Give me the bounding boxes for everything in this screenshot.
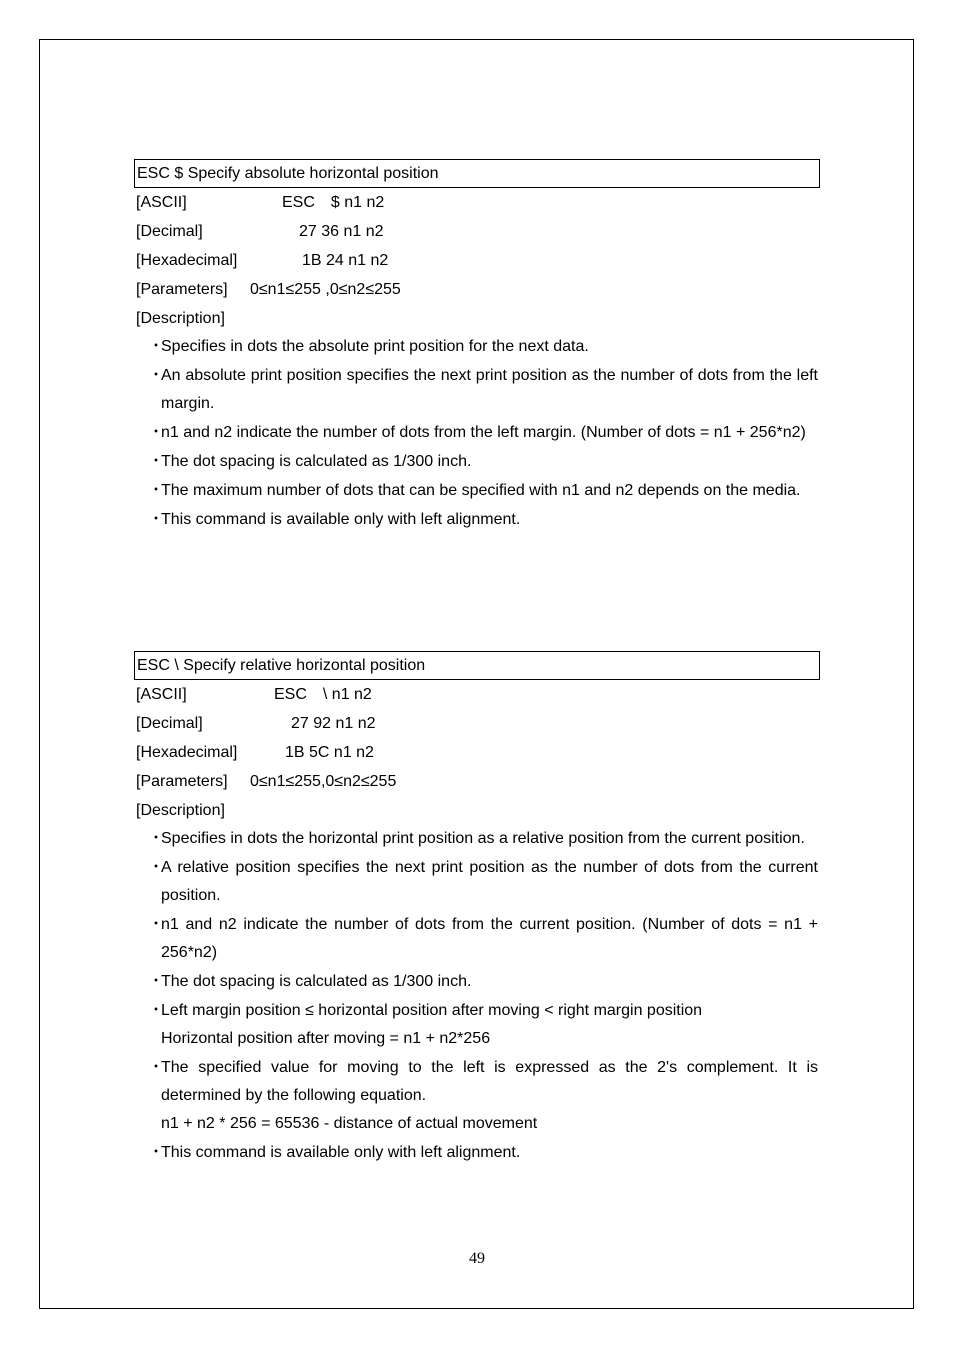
list-item: ・ An absolute print position specifies the next print position as the number of dots from the left margin.: [134, 362, 820, 418]
ascii-value: ESC \ n1 n2: [274, 686, 372, 703]
description-label: [Description]: [136, 310, 225, 327]
description-list: [134, 825, 820, 1167]
bullet-mark: ・: [148, 1144, 165, 1161]
command-section-esc-backslash: [134, 651, 820, 1168]
description-row: [134, 304, 820, 333]
bullet-mark: ・: [148, 424, 165, 441]
description-row: [134, 796, 820, 825]
ascii-label: [ASCII]: [136, 194, 187, 211]
list-item: ・ n1 and n2 indicate the number of dots from the left margin. (Number of dots = n1 + 256*n2): [134, 419, 820, 447]
bullet-mark: ・: [148, 973, 165, 990]
hex-value: 1B 24 n1 n2: [302, 252, 389, 269]
decimal-value: 27 36 n1 n2: [299, 223, 384, 240]
description-list: [134, 333, 820, 534]
bullet-mark: ・: [148, 859, 165, 876]
hex-label: [Hexadecimal]: [136, 252, 238, 269]
ascii-row: [134, 680, 820, 709]
formula-line: n1 + n2 * 256 = 65536 - distance of actual movement: [161, 1115, 538, 1132]
list-item: ・ The dot spacing is calculated as 1/300 inch.: [134, 968, 820, 996]
parameters-row: [134, 275, 820, 304]
bullet-mark: ・: [148, 511, 165, 528]
command-section-esc-dollar: [134, 159, 820, 535]
hex-label: [Hexadecimal]: [136, 744, 238, 761]
hex-value: 1B 5C n1 n2: [285, 744, 374, 761]
parameters-label: [Parameters]: [136, 281, 228, 298]
decimal-value: 27 92 n1 n2: [291, 715, 376, 732]
bullet-mark: ・: [148, 482, 165, 499]
hex-row: [134, 246, 820, 275]
decimal-row: [134, 709, 820, 738]
bullet-mark: ・: [148, 830, 165, 847]
description-label: [Description]: [136, 802, 225, 819]
list-item: ・ A relative position specifies the next print position as the number of dots from the current position.: [134, 854, 820, 910]
bullet-mark: ・: [148, 453, 165, 470]
decimal-row: [134, 217, 820, 246]
ascii-row: [134, 188, 820, 217]
hex-row: [134, 738, 820, 767]
parameters-value: 0≤n1≤255 ,0≤n2≤255: [250, 281, 401, 298]
bullet-mark: ・: [148, 338, 165, 355]
bullet-mark: ・: [148, 916, 165, 933]
list-item: ・ The dot spacing is calculated as 1/300 inch.: [134, 448, 820, 476]
parameters-value: 0≤n1≤255,0≤n2≤255: [250, 773, 397, 790]
decimal-label: [Decimal]: [136, 223, 203, 240]
list-item: ・ The specified value for moving to the left is expressed as the 2's complement. It is determined by the following equation. n1 + n2 * 256 = 65536 - distance of actual movement: [134, 1054, 820, 1138]
bullet-mark: ・: [148, 367, 165, 384]
list-item: ・ Left margin position ≤ horizontal position after moving < right margin position Horizontal position after moving = n1 + n2*256: [134, 997, 820, 1053]
command-title: ESC \ Specify relative horizontal position: [134, 651, 820, 680]
list-item: ・ This command is available only with left alignment.: [134, 1139, 820, 1167]
parameters-label: [Parameters]: [136, 773, 228, 790]
formula-line: Horizontal position after moving = n1 + n2*256: [161, 1030, 491, 1047]
list-item: ・ Specifies in dots the horizontal print position as a relative position from the current position.: [134, 825, 820, 853]
ascii-label: [ASCII]: [136, 686, 187, 703]
bullet-mark: ・: [148, 1002, 165, 1019]
list-item: ・ Specifies in dots the absolute print position for the next data.: [134, 333, 820, 361]
decimal-label: [Decimal]: [136, 715, 203, 732]
ascii-value: ESC $ n1 n2: [282, 194, 385, 211]
list-item: ・ n1 and n2 indicate the number of dots from the current position. (Number of dots = n1 + 256*n2): [134, 911, 820, 967]
command-title: ESC $ Specify absolute horizontal position: [134, 159, 820, 188]
page-number: 49: [469, 1250, 485, 1267]
list-item: ・ This command is available only with left alignment.: [134, 506, 820, 534]
parameters-row: [134, 767, 820, 796]
bullet-mark: ・: [148, 1059, 165, 1076]
list-item: ・ The maximum number of dots that can be specified with n1 and n2 depends on the media.: [134, 477, 820, 505]
